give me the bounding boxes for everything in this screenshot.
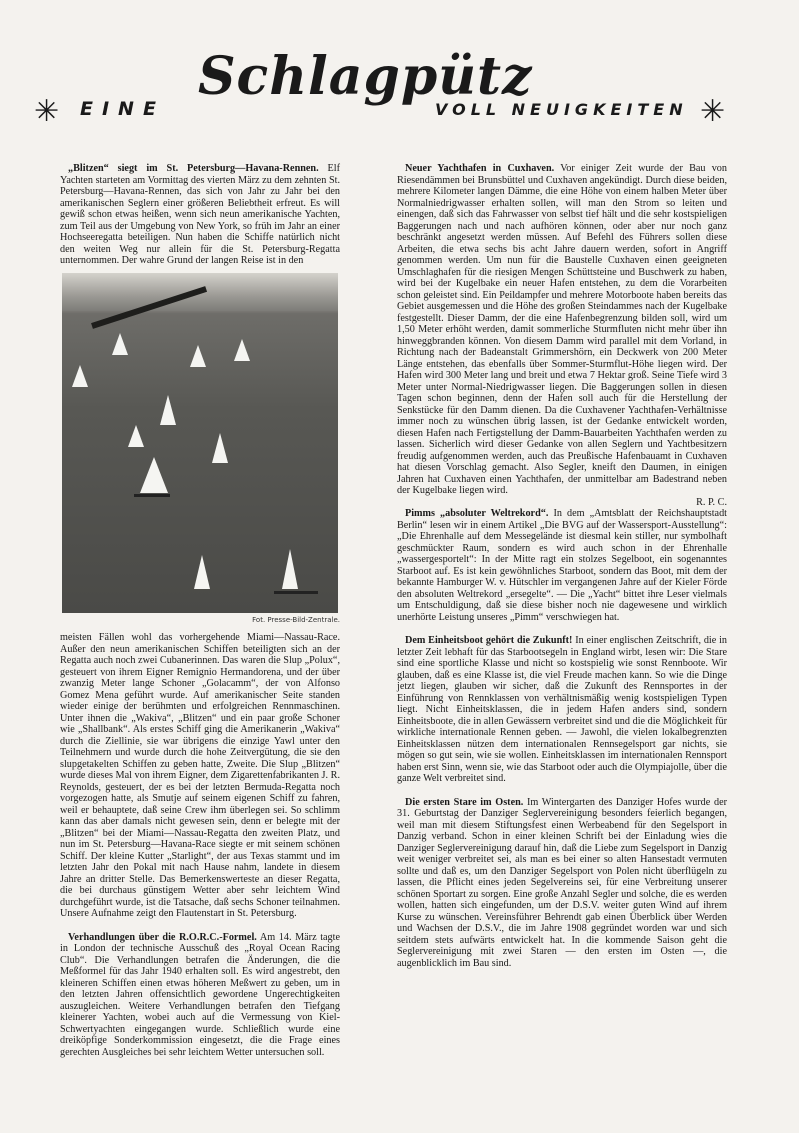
left-column — [60, 163, 340, 1058]
header-word-voll-neuigkeiten: VOLL NEUIGKEITEN — [435, 100, 688, 119]
article-text: Vor einiger Zeit wurde der Bau von Riesendämmen bei Brunsbüttel und Cuxhaven angekündigt. Durch diese beiden, mehrere Kilometer langen Dämme, die eine Höhe von einem halben Meter über Normalniedrigwasser erhalten sollen, will man den Strom so leiten und einengen, daß sich das Fahrwasser von selbst tief hält und die sehr kostspieligen Baggerungen nach und nach aufhören können, oder aber nur noch ganz beschränkt angesetzt werden müssen. Auf Befehl des Führers sollen diese Arbeiten, die etwa sechs bis acht Jahre dauern werden, sofort in Angriff genommen werden. Um nun für die Baustelle Cuxhaven einen geeigneten Umschlaghafen für die riesigen Mengen Schüttsteine und Buschwerk zu haben, wird bei der Kugelbake ein neuer Hafen entstehen, zu dem die Vorarbeiten schon geleistet sind. Ein Peildampfer und mehrere Motorboote haben bereits das Gebiet ausgemessen und die Höhe des großen Steindammes nach der Kugelbake festgestellt. Dieser Damm, der die eine Hafenbegrenzung bilden soll, wird um 1,50 Meter erhöht werden, damit sommerliche Sturmfluten nicht mehr über ihn hinweggbranden können. Von diesem Damm wird parallel mit dem Vorland, in Richtung nach der Badeanstalt Grimmershörn, ein Deckwerk von 200 Meter Länge entstehen, das ebenfalls über Sommer-Sturmflut-Höhe liegen wird. Der Hafen wird 300 Meter lang und breit und etwa 7 Hektar groß. Seine Tiefe wird 3 Meter unter Normal-Niedrigwasser liegen. Die Baggerungen sollen in diesen Tagen schon beginnen, denn der Hafen soll auch für die Herstellung der Senkstücke für den Damm dienen. Da die Cuxhavener Yachthafen-Verhältnisse immer noch zu wünschen übrig lassen, ist der Gedanke entwickelt worden, diesen Hafen nach Fertigstellung der Damm-Bauarbeiten Yachthafen werden zu lassen. Sicherlich wird dieser Gedanke von allen Seglern und Yachtbesitzern freudig aufgenommen werden, auch das Preußische Hafenbauamt in Cuxhaven hat diesen Vorschlag gemacht. Also Segler, kneift den Daumen, in einigen Jahren hat Cuxhaven einen Yachthafen, der unmittelbar am Badestrand neben der Kugelbake liegen wird. — [397, 163, 727, 496]
star-ornament-icon: ✳ — [700, 94, 726, 129]
star-ornament-icon: ✳ — [34, 94, 60, 129]
article-title: Neuer Yachthafen in Cuxhaven. — [405, 163, 555, 174]
article-title: Verhandlungen über die R.O.R.C.-Formel. — [68, 931, 257, 943]
article-signature: R. P. C. — [696, 496, 727, 508]
regatta-photo — [62, 273, 338, 613]
article-title: Pimms „absoluter Weltrekord“. — [405, 508, 549, 519]
article-text: Im Wintergarten des Danziger Hofes wurde der 31. Geburtstag der Danziger Seglervereinigung besonders feierlich begangen, weil man mit diesem Stiftungsfest einen Werbeabend für den Segelsport in Danzig verband. Schon in einer kleinen Schrift bei der Einladung wies die Danziger Seglervereinigung darauf hin, daß die Liebe zum Segelsport in Danzig weit weniger verbreitet sei, als man es bei einer so alten Hansestadt vermuten sollte und daß es, um den Danziger Segelsport von Polen nicht überflügeln zu lassen, die Pflicht eines jeden Segelvereins sei, für eine Verbreitung unserer schönen Sportart zu sorgen. Eine große Anzahl Segler und solche, die es werden wollen, hatten sich eingefunden, um der D.S.V. weiter guten Wind auf ihrem Kurse zu wünschen. Vereinsführer Behrendt gab einen Überblick über Werden und Wachsen der D.S.V., die im Jahre 1908 gegründet worden war und sich seitdem stets aufwärts entwickelt hat. In die kommende Saison geht die Seglervereinigung mit zwei Staren — den ersten im Osten —, die augenblicklich im Bau sind. — [397, 796, 727, 969]
article-text: In dem „Amtsblatt der Reichshauptstadt Berlin“ lesen wir in einem Artikel „Die BVG auf der Wassersport-Ausstellung“: „Die Ehrenhalle auf dem Messegelände ist diesmal kein stiller, nur symbolhaft geschmückter Raum, sondern es wird auch schon in der Ehrenhalle „wassergesportelt“: In der Mitte ragt ein stolzes Segelboot, ein sogenanntes Starboot auf. Es ist kein gewöhnliches Starboot, sondern das Boot, mit dem der bekannte Hamburger W. v. Hütschler im vergangenen Jahre auf der Kieler Förde den absoluten Weltrekord „ersegelte“. — Die „Yacht“ bittet ihre Leser vielmals um Entschuldigung, daß sie diese bisher noch nie dagewesene und wirklich unerhörte Leistung unseres „Pimm“ verschwiegen hat. — [397, 508, 727, 623]
photo-caption: Fot. Presse-Bild-Zentrale. — [252, 615, 340, 624]
article-title: Dem Einheitsboot gehört die Zukunft! — [405, 635, 573, 646]
right-column — [397, 163, 727, 969]
article-rorc-formel — [60, 932, 340, 1059]
article-einheitsboot — [397, 635, 727, 785]
article-text: In einer englischen Zeitschrift, die in letzter Zeit lebhaft für das Starbootsegeln in England wirbt, lesen wir: Die Stare sind eine sportliche Klasse und nicht so kostspielig wie sonst Rennboote. Wir glauben, daß es eine Klasse ist, die viel Freude machen kann. So wie die Dinge jetzt liegen, glauben wir sicher, daß die Zukunft des Rennsportes in der Einführung von Rennklassen von verhältnismäßig wenig kostspieligen Typen liegt. Nicht Einheitsklassen, die in jedem Hafen anders sind, sondern Einheitsboote, die in allen Gewässern verbreitet sind und die die Möglichkeit für wirkliche internationale Rennen geben. — Jawohl, die vielen lokalbegrenzten Einheitsklassen nützen dem internationalen Rennsegelsport gar nichts, sie mögen so gut sein, wie sie wollen. Einheitsklassen im internationalen Rennsport haben erst Sinn, wenn sie, wie das Starboot oder auch die Olympiajolle, über die ganze Welt verbreitet sind. — [397, 635, 727, 784]
article-cuxhaven — [397, 163, 727, 497]
header-script-title: Schlagpütz — [198, 46, 533, 107]
article-text: Am 14. März tagte in London der technische Ausschuß des „Royal Ocean Racing Club“. Die Verhandlungen betrafen die Änderungen, die die Meßformel für das Jahr 1940 erhalten soll. Es wird angestrebt, den kleineren Schiffen einen etwas höheren Meßwert zu geben, um in den letzten Jahren offensichtlich gewordene Ungerechtigkeiten auszugleichen. Weitere Verhandlungen betrafen den Tiefgang kleinerer Yachten, wobei auch auf die Vermessung von Kiel-Schwertyachten eingegangen wurde. Schließlich wurde eine dreiköpfige Sonderkommission eingesetzt, die die Frage eines gerechten Ausgleiches bei sehr leichtem Wetter untersuchen soll. — [60, 931, 340, 1058]
article-blitzen — [60, 163, 340, 267]
header-word-eine: EINE — [80, 98, 165, 120]
article-pimm-weltrekord — [397, 508, 727, 623]
article-text: Elf Yachten starteten am Vormittag des vierten März zu dem zehnten St. Petersburg—Havana-Rennen, das sich von Jahr zu Jahr bei den amerikanischen Seglern einer größeren Beliebtheit erfreut. Es will gewiß schon etwas heißen, wenn sich neun amerikanische Yachten, zum Teil aus der Umgebung von New York, so früh im Jahr an einer Hochseeregatta beteiligen. Nun haben die Schiffe natürlich nicht den weiten Weg nur allein für die St. Petersburg-Regatta unternommen. Der wahre Grund der langen Reise ist in den — [60, 163, 340, 266]
article-title: „Blitzen“ siegt im St. Petersburg—Havana-Rennen. — [68, 163, 319, 174]
article-blitzen-continued: meisten Fällen wohl das vorhergehende Miami—Nassau-Race. Außer den neun amerikanischen Schiffen beteiligten sich an der Regatta auch noch zwei Cubanerinnen. Das waren die Slup „Polux“, gesteuert von ihrem Eigner Remignio Hermandorena, und der über zwanzig Meter lange Schoner „Golacamm“, der von Alfonso Gomez Mena geführt wurde. Auf amerikanischer Seite standen wieder einige der berühmten und erfolgreichen Rennmaschinen. Unter ihnen die „Wakiva“, „Blitzen“ und ein paar große Schoner wie „Shallbank“. Als erstes Schiff ging die Amerikanerin „Wakiva“ durch die Ziellinie, sie war übrigens die einzige Yawl unter den Teilnehmern und wurde durch die hohe Zeitvergütung, die sie den slupgetakelten Schiffen zu geben hatte, Zweite. Die Slup „Blitzen“ wurde dieses Mal von ihrem Eigner, dem Zigarettenfabrikanten J. R. Reynolds, gesteuert, der es bei der letzten Bermuda-Regatta noch vorgezogen hatte, als Smutje auf seinem eigenen Schiff zu fahren, weil er behauptete, daß seine Crew ihm überlegen sei. So schlimm kann das aber damals nicht gewesen sein, denn er belegte mit der „Blitzen“ bei der Miami—Nassau-Regatta den zweiten Platz, und nun im St. Petersburg—Havana-Race siegte er mit seinem schönen Schiff. Der kleine Kutter „Starlight“, der aus Texas stammt und im letzten Jahr den Pokal mit nach Hause nahm, landete in diesem Jahre an dritter Stelle. Das Bemerkenswerteste an dieser Regatta, die bei durchaus günstigem Wetter aber sehr leichtem Wind durchgeführt wurde, ist die Tatsache, daß sechs Schoner teilnahmen. Unsere Aufnahme zeigt den Flautenstart in St. Petersburg. — [60, 632, 340, 919]
page-header — [30, 40, 770, 150]
article-title: Die ersten Stare im Osten. — [405, 796, 524, 808]
article-stare-osten — [397, 797, 727, 970]
